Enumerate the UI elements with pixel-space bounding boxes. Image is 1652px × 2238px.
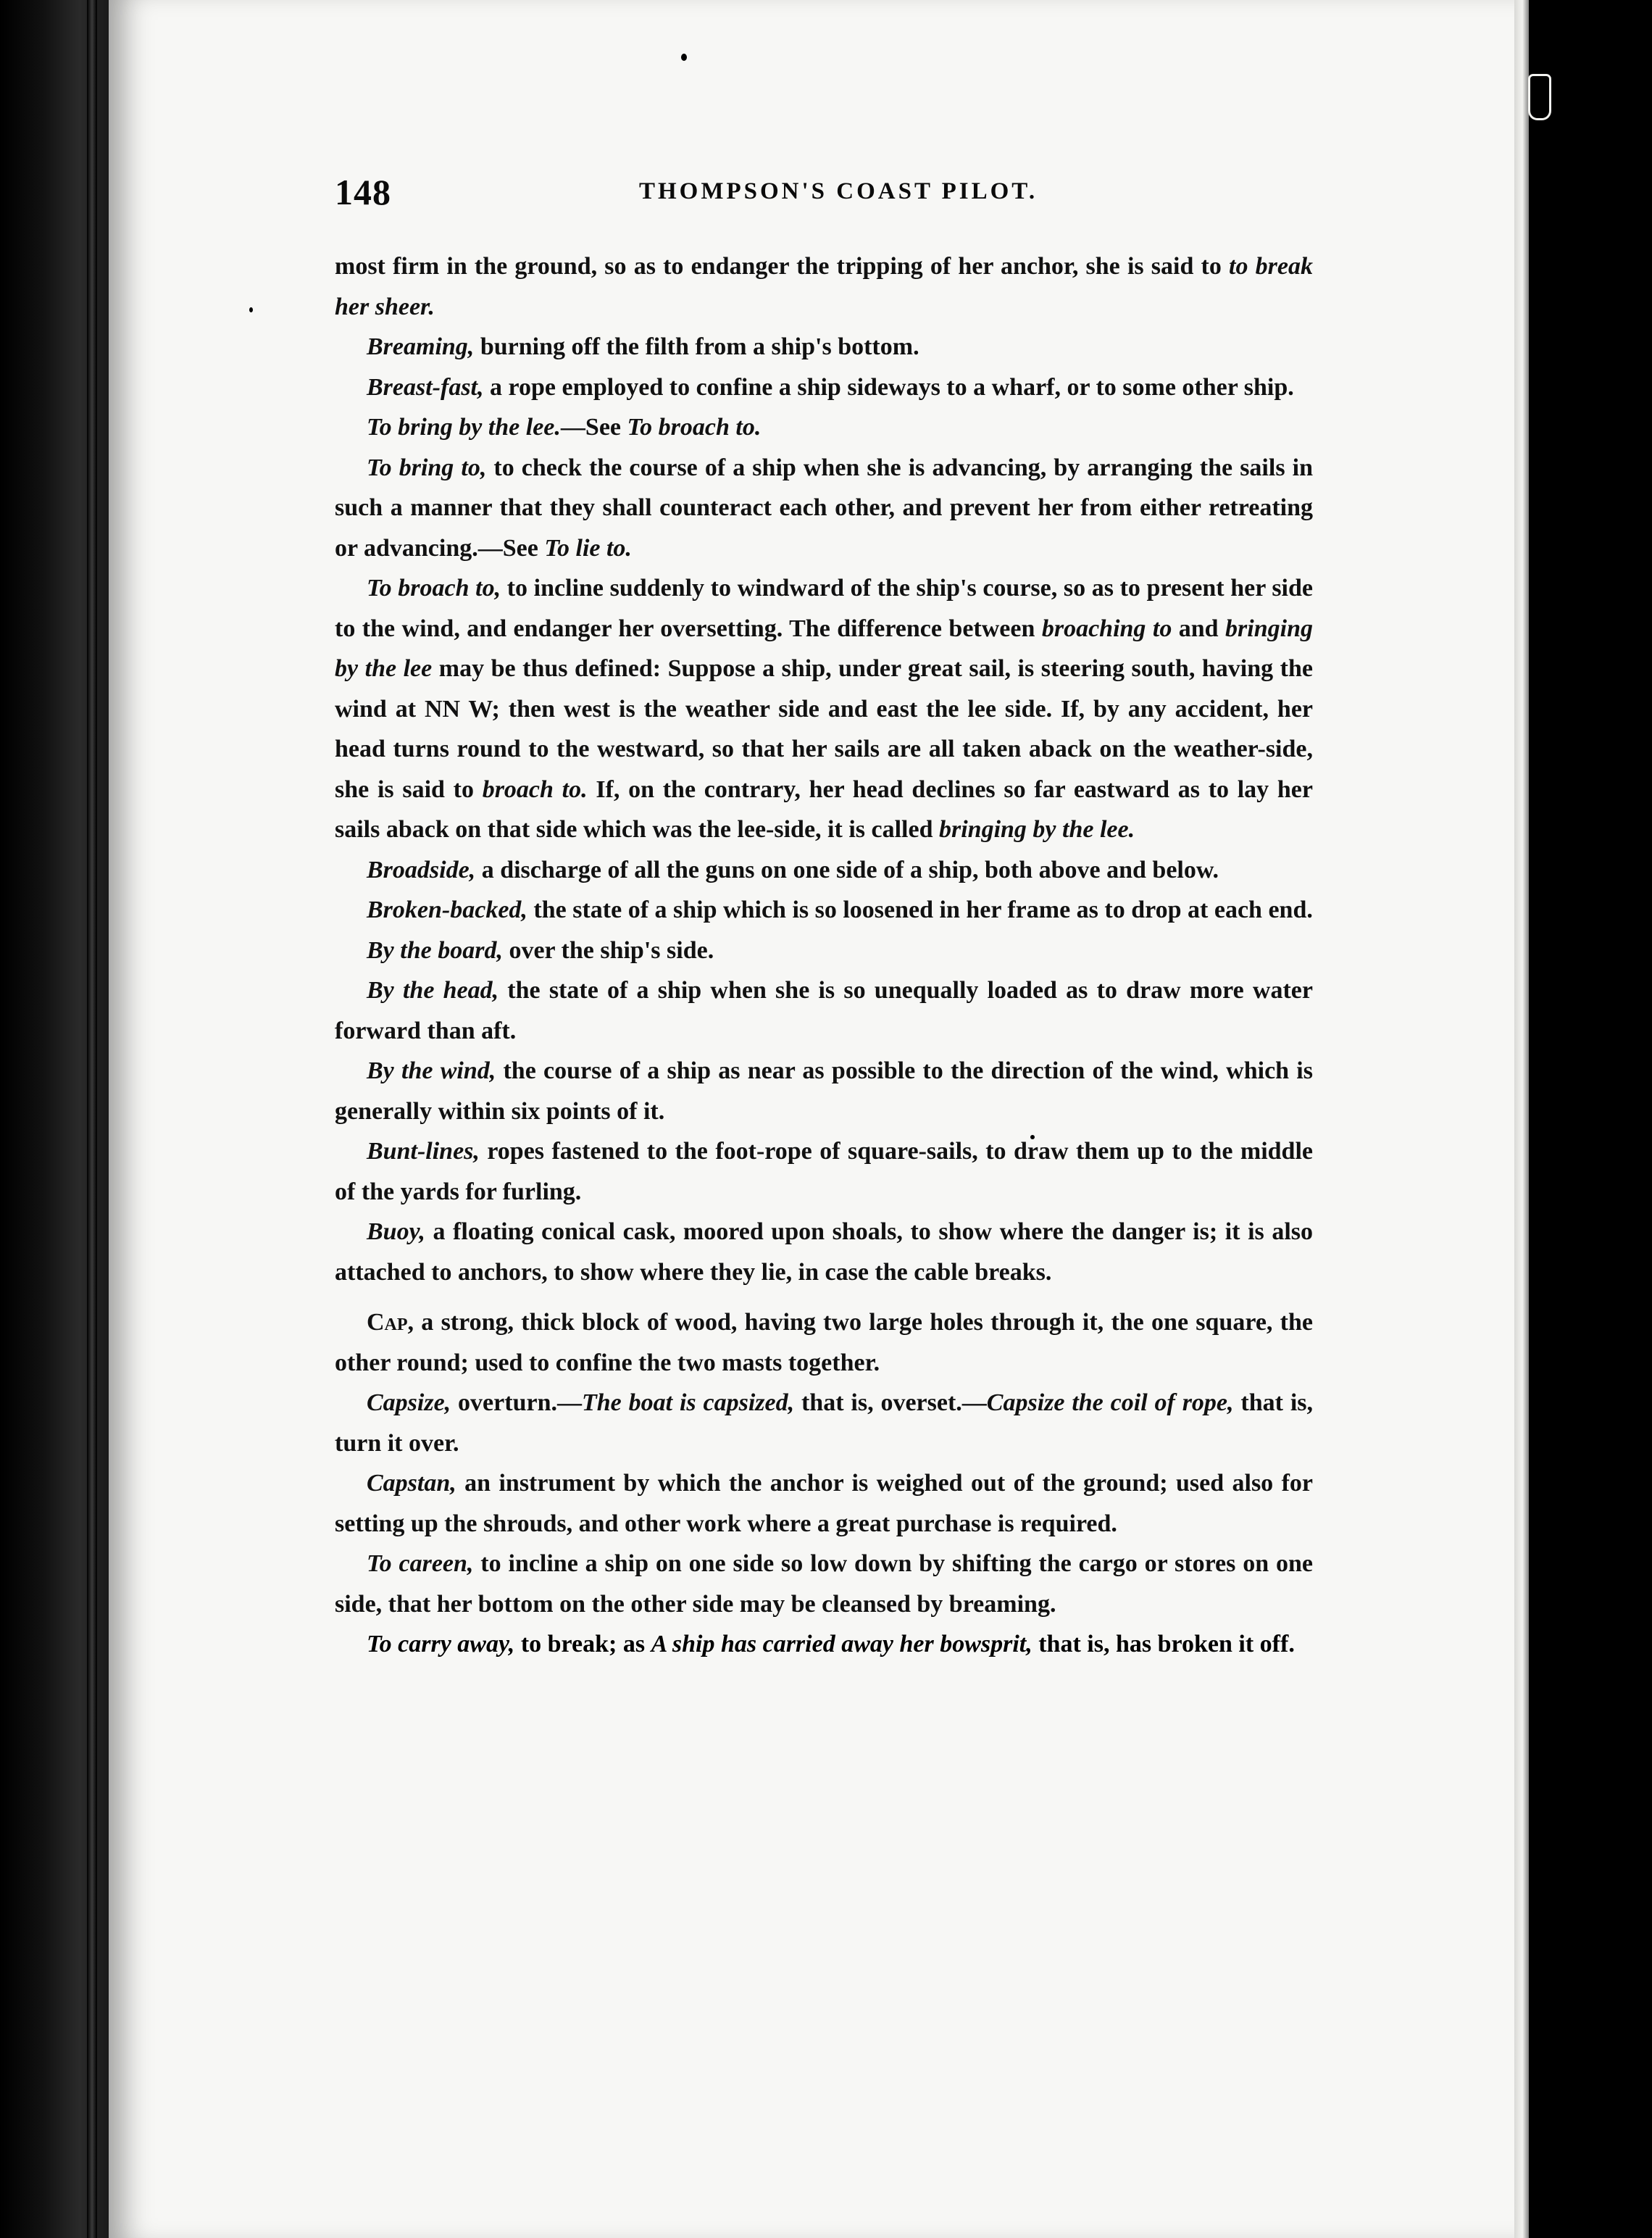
entry-text: —See <box>560 414 627 441</box>
entry-text: a floating conical cask, moored upon shoals, to show where the danger is; it is also attached to anchors, to show where they lie, in case the cable breaks. <box>335 1218 1313 1286</box>
entry-text: If, on the contrary, her head declines so far eastward as to lay her sails aback on that side which was the lee-side, it is called <box>335 775 1313 843</box>
glossary-entry <box>335 970 1313 1051</box>
entry-term: Buoy, <box>367 1218 425 1245</box>
entry-text: that is, turn it over. <box>335 1389 1314 1457</box>
glossary-entry <box>335 1544 1313 1624</box>
entry-text: overturn.— <box>451 1389 582 1416</box>
page-clip-mark <box>1530 76 1549 118</box>
glossary-entry <box>335 1051 1313 1131</box>
entry-term: Broadside, <box>367 856 476 883</box>
entry-term: To bring by the lee. <box>367 414 561 441</box>
dust-speck <box>1588 1331 1598 1344</box>
entry-text: over the ship's side. <box>502 936 714 964</box>
glossary-entry <box>335 1302 1313 1383</box>
dust-speck <box>249 307 253 312</box>
glossary-entry <box>335 448 1313 569</box>
entry-text: the state of a ship when she is so unequally loaded as to draw more water forward than aft. <box>335 977 1313 1044</box>
entry-term: To careen, <box>367 1550 474 1577</box>
entry-text: ropes fastened to the foot-rope of square-sails, to draw them up to the middle of the yards for furling. <box>335 1138 1313 1205</box>
entry-term: Breast-fast, <box>367 373 484 401</box>
glossary-entry <box>335 1212 1313 1292</box>
glossary-entry <box>335 1383 1313 1463</box>
entry-text: to incline suddenly to windward of the ship's course, so as to present her side to the wind, and endanger her oversetting. The difference between <box>335 575 1313 642</box>
running-head <box>335 171 1436 222</box>
glossary-entry <box>335 367 1313 408</box>
glossary-entry <box>335 246 1313 327</box>
entry-text: to break her sheer. <box>335 253 1313 320</box>
entry-text: A ship has carried away her bowsprit, <box>651 1631 1032 1657</box>
entry-text: To lie to. <box>544 534 632 562</box>
glossary-entry <box>335 568 1313 850</box>
entry-text: to break; as <box>514 1631 651 1657</box>
dust-speck <box>681 54 687 61</box>
entry-text: Capsize the coil of rope, <box>986 1389 1234 1416</box>
entry-term: Bunt-lines, <box>367 1138 480 1165</box>
entry-text: To broach to. <box>627 414 762 441</box>
entry-text: a strong, thick block of wood, having two large holes through it, the one square, the other round; used to confine the two masts together. <box>335 1309 1313 1376</box>
glossary-entry <box>335 407 1313 448</box>
running-title: THOMPSON'S COAST PILOT. <box>639 178 1038 204</box>
glossary-entry <box>335 890 1313 931</box>
entry-text: may be thus defined: Suppose a ship, under great sail, is steering south, having the wind at NN W; then west is the weather side and east the lee side. If, by any accident, her head turns round to the westward, so that her sails are all taken aback on the weather-side, she is said to <box>335 655 1313 803</box>
entry-text: an instrument by which the anchor is weighed out of the ground; used also for setting up the shrouds, and other work where a great purchase is required. <box>335 1470 1313 1537</box>
entry-text: a rope employed to confine a ship sideways to a wharf, or to some other ship. <box>483 373 1294 401</box>
glossary-entry <box>335 1624 1313 1665</box>
scan-right-margin <box>1529 0 1652 2238</box>
entry-text: burning off the filth from a ship's bottom. <box>474 333 919 360</box>
entry-term: Capstan, <box>367 1470 456 1497</box>
entry-text: broaching to <box>1041 615 1172 642</box>
glossary-entry <box>335 1463 1313 1544</box>
entry-text: the course of a ship as near as possible to the direction of the wind, which is generally within six points of it. <box>335 1057 1313 1125</box>
entry-text: to incline a ship on one side so low down by shifting the cargo or stores on one side, that her bottom on the other side may be cleansed by breaming. <box>335 1550 1313 1618</box>
entry-term: To bring to, <box>367 454 487 481</box>
entry-term: Broken-backed, <box>367 897 527 923</box>
entry-text: bringing by the lee. <box>938 816 1135 843</box>
entry-text: most firm in the ground, so as to endanger the tripping of her anchor, she is said to <box>335 253 1230 280</box>
entry-term: By the head, <box>367 977 499 1004</box>
glossary-text <box>335 246 1313 1665</box>
entry-text: and <box>1172 615 1226 642</box>
book-spine-shadow <box>87 0 97 2238</box>
entry-text: that is, has broken it off. <box>1032 1631 1295 1657</box>
entry-term: By the board, <box>367 936 503 964</box>
entry-text: to check the course of a ship when she is advancing, by arranging the sails in such a manner that they shall counteract each other, and prevent her from either retreating or advancing.—See <box>335 454 1313 562</box>
entry-term: By the wind, <box>367 1057 496 1084</box>
glossary-entry <box>335 931 1313 971</box>
entry-text: bringing by the lee <box>335 615 1313 682</box>
glossary-entry <box>335 327 1313 367</box>
entry-term: To carry away, <box>367 1631 515 1657</box>
entry-text: that is, overset.— <box>794 1389 987 1416</box>
entry-text: The boat is capsized, <box>581 1389 795 1416</box>
entry-text: a discharge of all the guns on one side of a ship, both above and below. <box>475 856 1219 883</box>
entry-term: Breaming, <box>367 333 475 360</box>
glossary-entry <box>335 1131 1313 1212</box>
entry-term: To broach to, <box>367 575 501 602</box>
entry-text: the state of a ship which is so loosened in her frame as to drop at each end. <box>527 897 1313 923</box>
page-number: 148 <box>335 172 391 212</box>
glossary-entry <box>335 850 1313 891</box>
entry-term: Capsize, <box>367 1389 451 1416</box>
entry-term: Cap, <box>367 1309 414 1336</box>
entry-text: broach to. <box>482 775 588 803</box>
